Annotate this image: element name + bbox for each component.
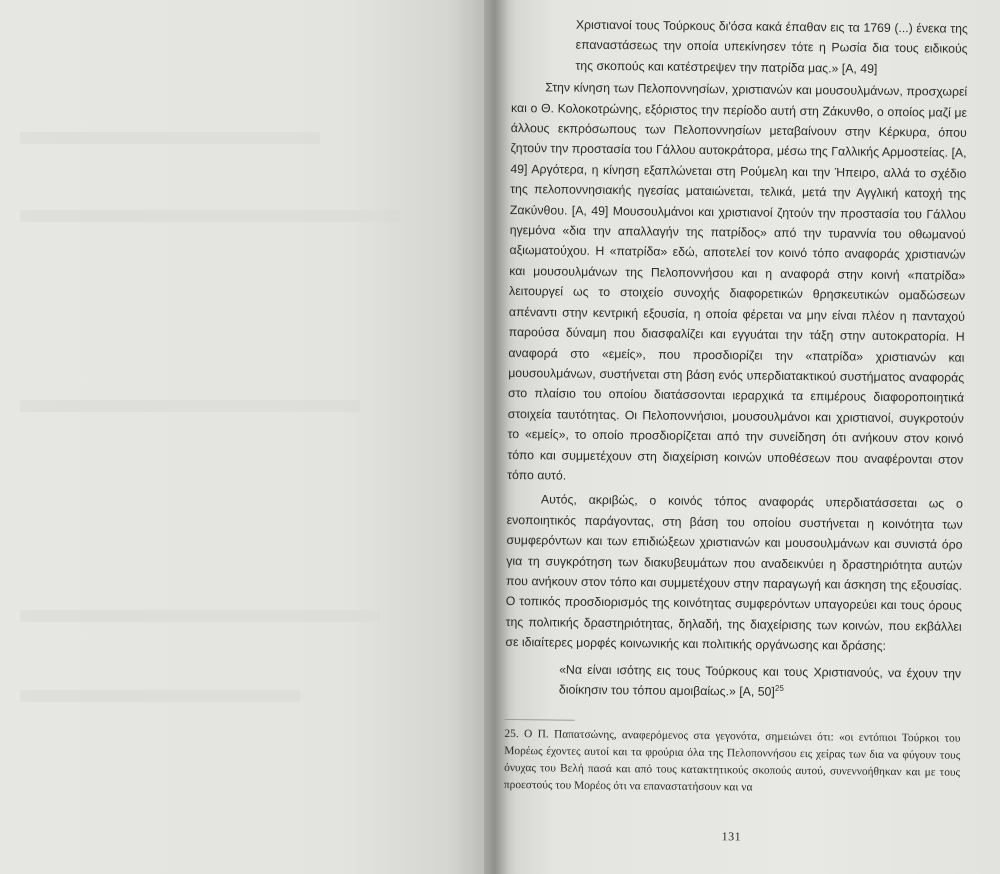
- show-through-line: [20, 132, 320, 144]
- page-text: [503, 14, 968, 850]
- body-paragraph-1: Στην κίνηση των Πελοποννησίων, χριστιανών και μουσουλμάνων, προσχωρεί και ο Θ. Κολοκοτρώνης, εξόριστος την περίοδο αυτή στη Ζάκυνθο, ο οποίος μαζί με άλλους εκπρόσωπους των Πελοποννησίων μεταβαίνουν στην Κέρκυρα, όπου ζητούν την προστασία του Γάλλου αυτοκράτορα, μέσω της Γαλλικής Αρμοστείας. [Α, 49] Αργότερα, η κίνηση εξαπλώνεται στη Ρούμελη και την Ήπειρο, αλλά το σχέδιο της πελοποννησιακής ηγεσίας ματαιώνεται, τελικά, μετά την Αγγλική κατοχή της Ζακύνθου. [Α, 49] Μουσουλμάνοι και χριστιανοί ζητούν την προστασία του Γάλλου ηγεμόνα «δια την απαλλαγήν της πατρίδος» από την τυραννία του οθωμανού αξιωματούχου. Η «πατρίδα» εδώ, αποτελεί τον κοινό τόπο αναφοράς χριστιανών και μουσουλμάνων της Πελοποννήσου και η αναφορά στην κοινή «πατρίδα» λειτουργεί ως το στοιχείο συνοχής διαφορετικών θρησκευτικών ομαδώσεων απέναντι στην κεντρική εξουσία, η οποία φέρεται να μην είναι πλέον η πανταχού παρούσα δύναμη που διασφαλίζει και εγγυάται την τάξη στην αυτοκρατορία. Η αναφορά στο «εμείς», που προσδιορίζει την «πατρίδα» χριστιανών και μουσουλμάνων, συστήνεται στη βάση ενός υπερδιατακτικού συστήματος αναφοράς στο πλαίσιο του οποίου διατάσσονται ιεραρχικά τα επιμέρους διαφοροποιητικά στοιχεία ταυτότητας. Οι Πελοποννήσιοι, μουσουλμάνοι και χριστιανοί, συγκροτούν το «εμείς», το οποίο προσδιορίζεται από την συνείδηση ότι ανήκουν στον κοινό τόπο και συμμετέχουν στη διαχείριση κοινών υποθέσεων που αναφέρονται στον τόπο αυτό.: [507, 80, 968, 483]
- show-through-line: [20, 610, 380, 622]
- footnote-reference: 25: [774, 683, 784, 693]
- footnote-rule: [505, 719, 575, 721]
- show-through-line: [20, 690, 300, 702]
- body-paragraph-2: Αυτός, ακριβώς, ο κοινός τόπος αναφοράς υπερδιατάσσεται ως ο ενοποιητικός παράγοντας, στη βάση του οποίου συστήνεται η κοινότητα των συμφερόντων και των επιδιώξεων χριστιανών και μουσουλμάνων και συνιστά όρο για τη συγκρότηση των διακυβευμάτων που αναδεικνύει η δραστηριότητα αυτών που ανήκουν στον τόπο και συμμετέχουν στην παραγωγή και άσκηση της εξουσίας. Ο τοπικός προσδιορισμός της κοινότητας συμφερόντων υπαγορεύει και τους όρους της πολιτικής δραστηριότητας, δηλαδή, της διαχείρισης των κοινών, που εκβάλλει σε ιδιαίτερες μορφές κοινωνικής και πολιτικής οργάνωσης και δράσης:: [505, 492, 963, 654]
- block-quote-top: Χριστιανοί τους Τούρκους δι'όσα κακά έπαθαν εις τα 1769 (...) ένεκα της επαναστάσεως την οποία υπεκίνησεν τότε η Ρωσία δια τους ειδικούς της σκοπούς και κατέστρεψεν την πατρίδα μας.» [Α, 49]: [575, 17, 968, 76]
- footnote-25: 25. Ο Π. Παπατσώνης, αναφερόμενος στα γεγονότα, σημειώνει ότι: «οι εντόπιοι Τούρκοι του Μορέως έχοντες αυτοί και τα φρούρια όλα της Πελοποννήσου εις χείρας των δια να φύγουν τους όνυχας του Βελή πασά και από τους κατακτητικούς σκοπούς αυτού, συνεννοήθηκαν και με τους προεστούς του Μορέος ότι να επαναστατήσουν και να: [503, 728, 961, 794]
- page-number: 131: [721, 829, 742, 844]
- show-through-line: [20, 210, 400, 222]
- left-page-blank: [0, 0, 488, 874]
- show-through-line: [20, 400, 360, 412]
- block-quote-bottom: [559, 659, 961, 704]
- block-quote-bottom-text: «Να είναι ισότης εις τους Τούρκους και τους Χριστιανούς, να έχουν την διοίκησιν του τόπου αμοιβαίως.» [Α, 50]: [558, 662, 962, 699]
